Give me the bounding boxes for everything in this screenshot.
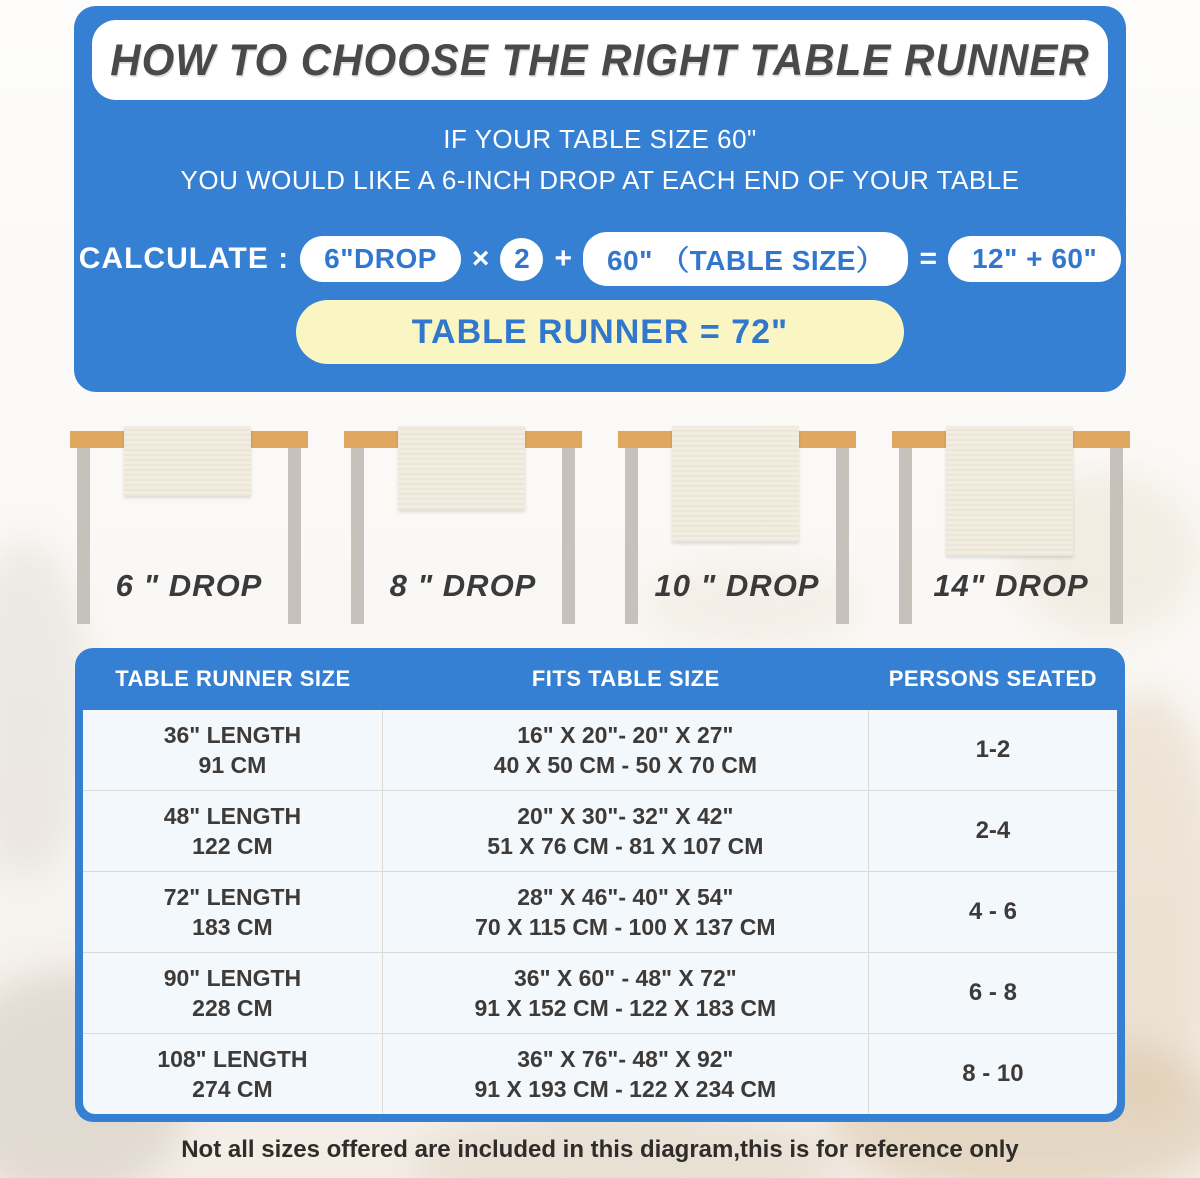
table-row xyxy=(83,1033,1117,1114)
size-inches: 108" LENGTH xyxy=(157,1045,308,1072)
fits-cm: 91 X 152 CM - 122 X 183 CM xyxy=(474,995,777,1021)
fits-size-cell xyxy=(383,710,869,790)
table-illustration-6-drop xyxy=(70,420,308,632)
fits-inches: 28" X 46"- 40" X 54" xyxy=(517,883,734,910)
fits-size-cell xyxy=(383,1034,869,1114)
drop-illustrations xyxy=(70,420,1130,632)
sum-pill: 12" + 60" xyxy=(948,236,1121,282)
size-cm: 228 CM xyxy=(192,995,273,1021)
size-inches: 36" LENGTH xyxy=(163,721,302,748)
size-cm: 183 CM xyxy=(192,914,273,940)
column-header-fits-size: FITS TABLE SIZE xyxy=(531,666,720,691)
header-banner xyxy=(74,6,1126,392)
table-runner xyxy=(124,426,251,496)
size-chart-header xyxy=(83,648,1117,710)
page-title: HOW TO CHOOSE THE RIGHT TABLE RUNNER xyxy=(110,34,1090,85)
fits-cm: 40 X 50 CM - 50 X 70 CM xyxy=(493,752,758,778)
table-row xyxy=(83,790,1117,871)
size-chart-panel xyxy=(75,648,1125,1122)
table-size-pill: 60" （TABLE SIZE） xyxy=(583,232,908,286)
table-illustration-8-drop xyxy=(344,420,582,632)
runner-size-cell xyxy=(83,710,383,790)
table-runner xyxy=(946,426,1073,556)
size-inches: 90" LENGTH xyxy=(163,964,302,991)
persons-cell: 8 - 10 xyxy=(962,1060,1024,1088)
drop-label: 6 " DROP xyxy=(115,568,263,603)
drop-label: 10 " DROP xyxy=(654,568,820,603)
table-runner xyxy=(672,426,799,542)
subtitle-line-1: IF YOUR TABLE SIZE 60" xyxy=(443,124,757,154)
table-row xyxy=(83,952,1117,1033)
drop-value-pill: 6"DROP xyxy=(300,236,461,282)
size-cm: 91 CM xyxy=(198,752,267,778)
runner-size-cell xyxy=(83,872,383,952)
reference-footnote: Not all sizes offered are included in this diagram,this is for reference only xyxy=(181,1136,1019,1163)
fits-size-cell xyxy=(383,791,869,871)
fits-inches: 36" X 76"- 48" X 92" xyxy=(517,1045,734,1072)
column-header-runner-size: TABLE RUNNER SIZE xyxy=(115,666,351,691)
column-header-persons: PERSONS SEATED xyxy=(888,666,1098,691)
title-box xyxy=(92,20,1108,100)
equals-sign: = xyxy=(919,242,937,275)
fits-cm: 91 X 193 CM - 122 X 234 CM xyxy=(474,1076,777,1102)
size-chart-body xyxy=(83,710,1117,1114)
fits-inches: 16" X 20"- 20" X 27" xyxy=(517,721,734,748)
size-cm: 122 CM xyxy=(192,833,273,859)
size-inches: 72" LENGTH xyxy=(163,883,302,910)
runner-result-pill: TABLE RUNNER = 72" xyxy=(296,300,904,364)
drop-label: 8 " DROP xyxy=(389,568,537,603)
fits-cm: 70 X 115 CM - 100 X 137 CM xyxy=(475,914,776,940)
table-illustration-10-drop xyxy=(618,420,856,632)
persons-cell: 1-2 xyxy=(975,736,1011,764)
factor-circle: 2 xyxy=(500,238,543,281)
size-cm: 274 CM xyxy=(192,1076,273,1102)
multiply-sign: × xyxy=(471,242,490,275)
fits-inches: 20" X 30"- 32" X 42" xyxy=(517,802,734,829)
table-runner xyxy=(398,426,525,510)
runner-size-cell xyxy=(83,791,383,871)
calculation-row xyxy=(74,234,1126,284)
calculate-label: CALCULATE : xyxy=(78,242,290,275)
runner-size-cell xyxy=(83,1034,383,1114)
table-row xyxy=(83,710,1117,790)
table-row xyxy=(83,871,1117,952)
runner-size-cell xyxy=(83,953,383,1033)
persons-cell: 6 - 8 xyxy=(968,979,1017,1007)
persons-cell: 2-4 xyxy=(975,817,1011,845)
persons-cell: 4 - 6 xyxy=(968,898,1017,926)
fits-inches: 36" X 60" - 48" X 72" xyxy=(514,964,737,991)
drop-label: 14" DROP xyxy=(933,568,1089,603)
table-illustration-14-drop xyxy=(892,420,1130,632)
plus-sign: + xyxy=(554,242,572,275)
fits-size-cell xyxy=(383,872,869,952)
fits-size-cell xyxy=(383,953,869,1033)
fits-cm: 51 X 76 CM - 81 X 107 CM xyxy=(487,833,764,859)
subtitle-line-2: YOU WOULD LIKE A 6-INCH DROP AT EACH END OF YOUR TABLE xyxy=(180,165,1020,195)
size-inches: 48" LENGTH xyxy=(163,802,302,829)
